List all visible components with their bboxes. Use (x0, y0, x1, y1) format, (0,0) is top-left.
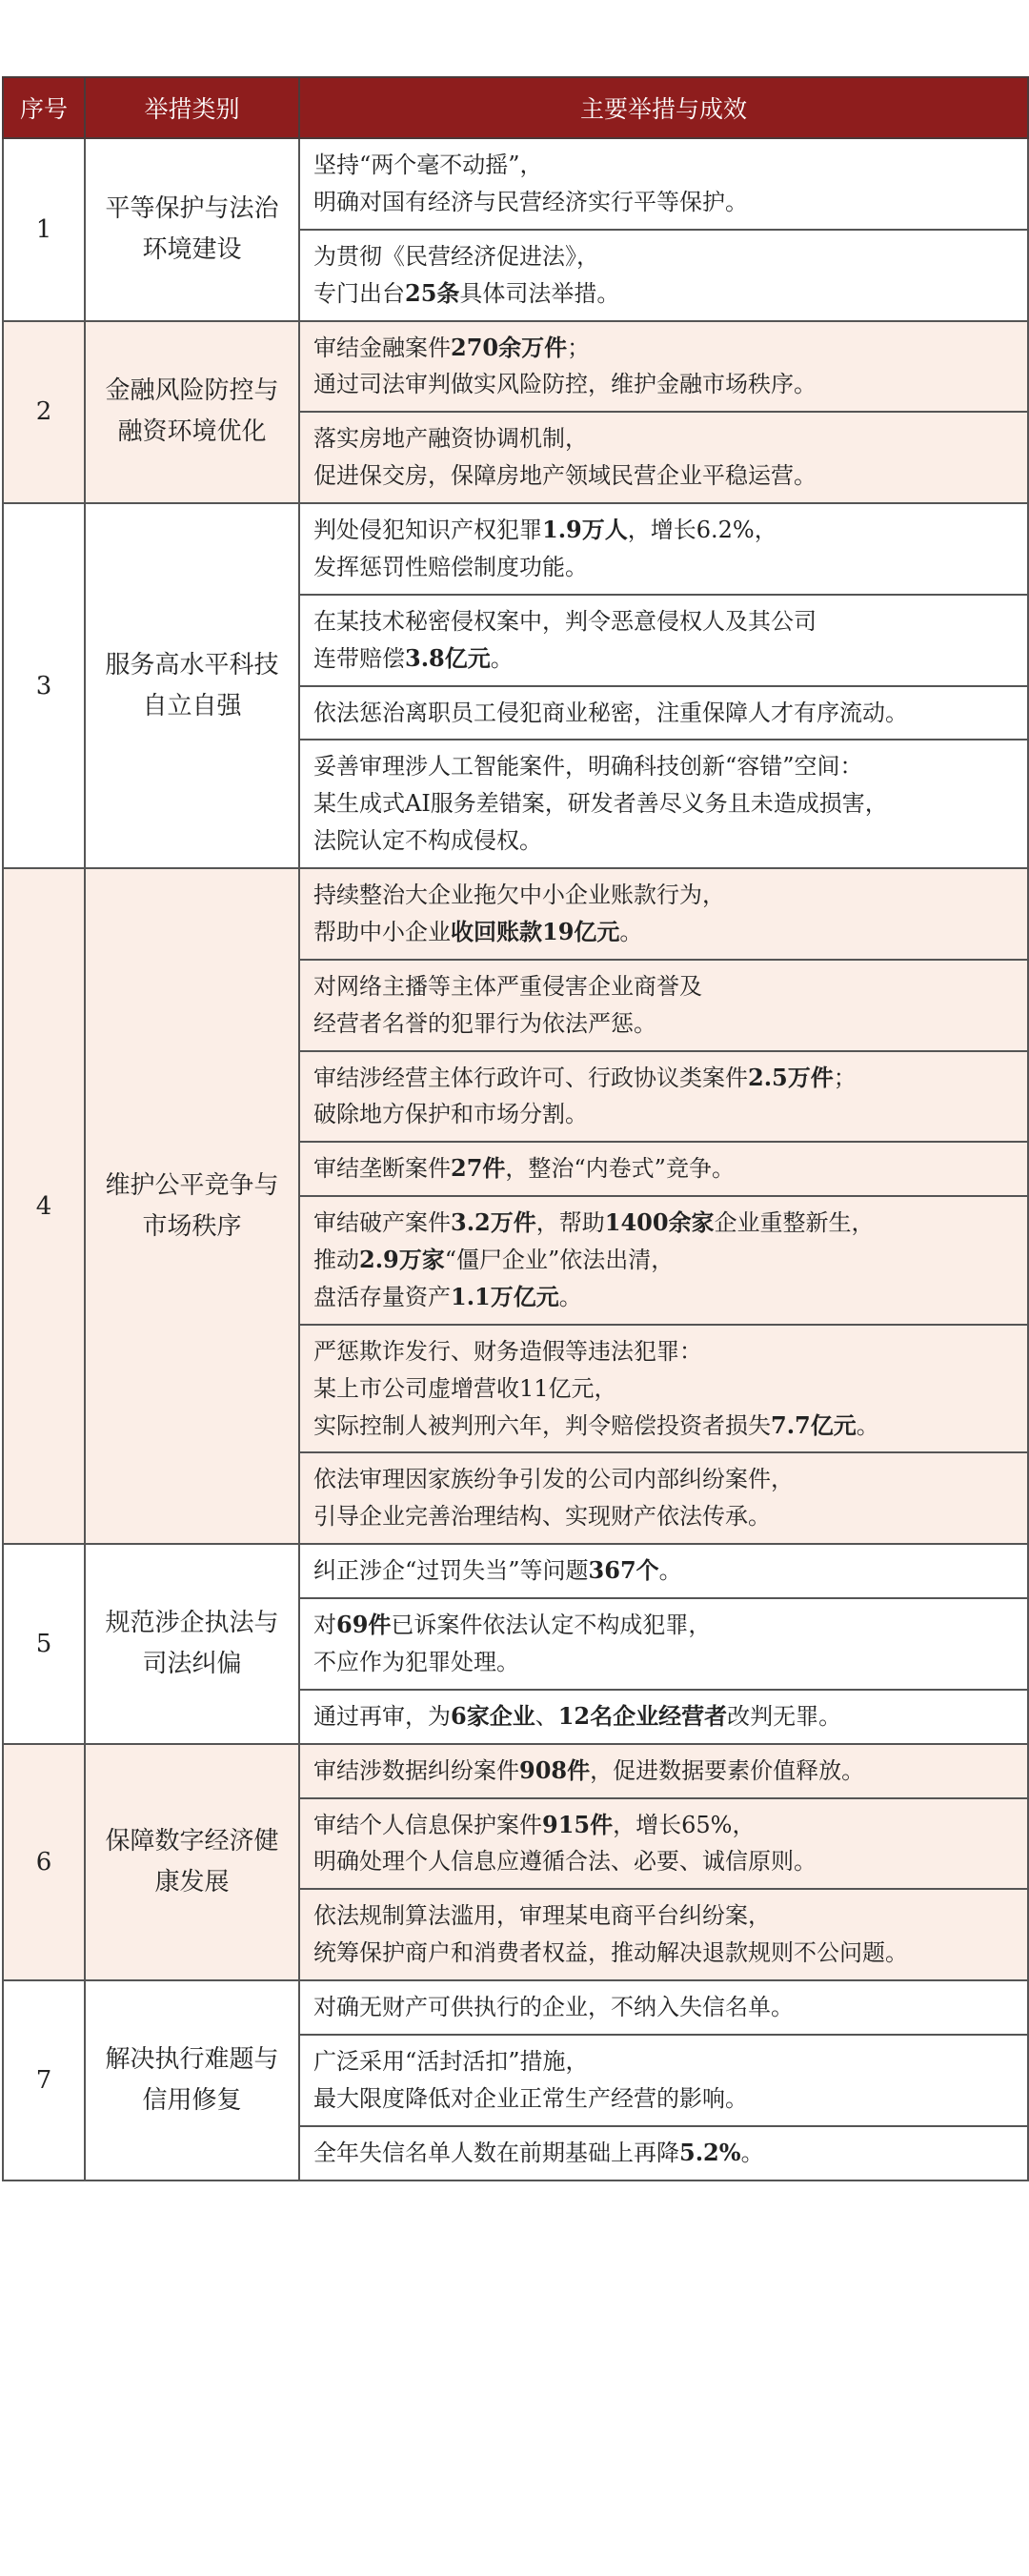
measure-text: 依法惩治离职员工侵犯商业秘密，注重保障人才有序流动。 (313, 699, 908, 726)
measure-text: 审结金融案件 (313, 334, 451, 361)
measure-item (299, 960, 1028, 1051)
row-number: 1 (3, 138, 85, 321)
measure-text: 引导企业完善治理结构、实现财产依法传承。 (313, 1503, 771, 1531)
measure-line (313, 1897, 1016, 1935)
category-line: 解决执行难题与 (105, 2044, 279, 2074)
measure-category (85, 138, 299, 321)
highlight-figure: 1.1万亿元 (451, 1282, 559, 1310)
measures-table (2, 76, 1029, 2181)
row-number: 6 (3, 1744, 85, 1980)
measure-line (313, 420, 1016, 457)
measure-text: 通过再审，为 (313, 1702, 451, 1730)
measure-item (299, 1744, 1028, 1798)
table-row (3, 1980, 1028, 2035)
measure-line (313, 275, 1016, 313)
measure-text: 企业重整新生， (714, 1209, 875, 1237)
highlight-figure: 915件 (542, 1810, 614, 1838)
measure-category (85, 503, 299, 868)
measure-text: 对网络主播等主体严重侵害企业商誉及 (313, 972, 702, 1000)
measure-text: 已诉案件依法认定不构成犯罪， (391, 1612, 712, 1638)
highlight-figure: 908件 (519, 1755, 591, 1784)
category-line: 平等保护与法治 (105, 193, 279, 223)
measure-line (313, 822, 1016, 860)
measure-item (299, 686, 1028, 740)
measure-text: ，促进数据要素价值释放。 (590, 1756, 865, 1784)
measure-text: 对确无财产可供执行的企业，不纳入失信名单。 (313, 1994, 794, 2020)
measure-text: 审结涉经营主体行政许可、行政协议类案件 (313, 1064, 748, 1091)
measure-text: 最大限度降低对企业正常生产经营的影响。 (313, 2084, 748, 2112)
measure-item (299, 740, 1028, 868)
category-line: 司法纠偏 (142, 1649, 242, 1678)
category-line: 保障数字经济健 (105, 1826, 279, 1856)
measure-text: 破除地方保护和市场分割。 (313, 1101, 588, 1128)
highlight-figure: 6家企业 (451, 1701, 535, 1730)
measure-line (313, 2135, 1016, 2172)
measure-line (313, 2080, 1016, 2118)
measure-text: 某生成式AI服务差错案，研发者善尽义务且未造成损害， (313, 790, 888, 818)
table-body (3, 138, 1028, 2180)
measure-item (299, 2126, 1028, 2180)
measure-line (313, 785, 1016, 822)
measure-line (313, 1333, 1016, 1370)
measure-text: ； (833, 1064, 857, 1091)
measure-item (299, 412, 1028, 503)
measure-text: 明确对国有经济与民营经济实行平等保护。 (313, 188, 748, 215)
measure-item (299, 1142, 1028, 1196)
category-line: 服务高水平科技 (105, 650, 279, 679)
measure-item (299, 230, 1028, 321)
measure-line (313, 2043, 1016, 2080)
measure-line (313, 457, 1016, 495)
measure-text: 发挥惩罚性赔偿制度功能。 (313, 553, 588, 580)
highlight-figure: 3.8亿元 (405, 643, 491, 672)
measure-text: 。 (619, 918, 643, 945)
measure-text: 广泛采用“活封活扣”措施， (313, 2047, 589, 2075)
measure-line (313, 184, 1016, 221)
measure-text: ； (567, 334, 591, 361)
measure-text: 依法审理因家族纷争引发的公司内部纠纷案件， (313, 1466, 794, 1493)
table-row (3, 1544, 1028, 1598)
measure-category (85, 321, 299, 504)
header-measures: 主要举措与成效 (299, 77, 1028, 138)
table-row (3, 868, 1028, 960)
measure-text: 某上市公司虚增营收11亿元， (313, 1374, 617, 1402)
highlight-figure: 367个 (588, 1556, 659, 1585)
measure-line (313, 1698, 1016, 1735)
measures-table-container (2, 76, 1027, 2181)
row-number: 4 (3, 868, 85, 1544)
category-line: 自立自强 (142, 691, 242, 720)
category-line: 环境建设 (142, 234, 242, 264)
measure-category (85, 1544, 299, 1744)
measure-line (313, 238, 1016, 275)
measure-text: 持续整治大企业拖欠中小企业账款行为， (313, 882, 725, 908)
measure-text: 经营者名誉的犯罪行为依法严惩。 (313, 1009, 656, 1037)
measure-line (313, 1205, 1016, 1242)
measure-line (313, 1989, 1016, 2026)
measure-item (299, 138, 1028, 230)
measure-text: 严惩欺诈发行、财务造假等违法犯罪： (313, 1337, 702, 1365)
highlight-figure: 3.2万件 (451, 1208, 536, 1237)
measure-item (299, 1798, 1028, 1890)
measure-item (299, 321, 1028, 413)
measure-item (299, 1544, 1028, 1598)
measure-text: 。 (856, 1411, 879, 1439)
measure-item (299, 868, 1028, 960)
measure-text: 明确处理个人信息应遵循合法、必要、诚信原则。 (313, 1848, 817, 1876)
measure-line (313, 1150, 1016, 1187)
measure-line (313, 968, 1016, 1005)
category-line: 融资环境优化 (117, 417, 267, 447)
highlight-figure: 2.5万件 (748, 1063, 834, 1091)
measure-text: 盘活存量资产 (313, 1283, 451, 1310)
measure-line (313, 1644, 1016, 1681)
highlight-figure: 1400余家 (604, 1208, 715, 1237)
measure-text: 帮助中小企业 (313, 918, 451, 945)
category-line: 维护公平竞争与 (105, 1170, 279, 1200)
highlight-figure: 2.9万家 (359, 1246, 445, 1273)
table-row (3, 321, 1028, 413)
measure-line (313, 1807, 1016, 1844)
highlight-figure: 69件 (336, 1611, 392, 1638)
measure-line (313, 1060, 1016, 1097)
measure-text: 通过司法审判做实风险防控，维护金融市场秩序。 (313, 371, 817, 398)
measure-line (313, 366, 1016, 403)
header-category: 举措类别 (85, 77, 299, 138)
measure-item (299, 595, 1028, 686)
measure-text: “僵尸企业”依法出清， (444, 1247, 675, 1273)
table-row (3, 503, 1028, 595)
measure-category (85, 1744, 299, 1980)
measure-text: 。 (490, 644, 514, 672)
measure-item (299, 503, 1028, 595)
measure-line (313, 1607, 1016, 1644)
measure-text: 统筹保护商户和消费者权益，推动解决退款规则不公问题。 (313, 1939, 908, 1967)
highlight-figure: 25条 (405, 278, 460, 307)
measure-line (313, 640, 1016, 678)
highlight-figure: 12名企业经营者 (557, 1701, 728, 1730)
header-no: 序号 (3, 77, 85, 138)
highlight-figure: 7.7亿元 (771, 1410, 857, 1439)
measure-text: 为贯彻《民营经济促进法》， (313, 242, 599, 270)
measure-line (313, 549, 1016, 586)
measure-item (299, 1051, 1028, 1143)
measure-item (299, 1196, 1028, 1325)
measure-text: 审结个人信息保护案件 (313, 1811, 542, 1838)
measure-line (313, 1461, 1016, 1498)
measure-text: 全年失信名单人数在前期基础上再降 (313, 2139, 679, 2166)
measure-category (85, 868, 299, 1544)
measure-line (313, 877, 1016, 914)
measure-text: 坚持“两个毫不动摇”， (313, 152, 543, 178)
measure-item (299, 2035, 1028, 2126)
measure-item (299, 1889, 1028, 1980)
measure-text: 依法规制算法滥用，审理某电商平台纠纷案， (313, 1902, 771, 1930)
measure-line (313, 1408, 1016, 1445)
measure-line (313, 1005, 1016, 1043)
measure-text: 不应作为犯罪处理。 (313, 1648, 519, 1675)
measure-line (313, 1753, 1016, 1790)
measure-text: 实际控制人被判刑六年，判令赔偿投资者损失 (313, 1411, 771, 1439)
measure-text: 纠正涉企“过罚失当”等问题 (313, 1557, 589, 1585)
measure-text: 落实房地产融资协调机制， (313, 425, 588, 453)
measure-text: 改判无罪。 (727, 1702, 842, 1730)
measure-text: 审结垄断案件 (313, 1155, 451, 1183)
measure-text: 法院认定不构成侵权。 (313, 827, 542, 855)
measure-text: 对 (313, 1612, 336, 1638)
measure-text: 、 (535, 1702, 558, 1730)
highlight-figure: 收回账款19亿元 (451, 917, 620, 945)
measure-text: 推动 (313, 1247, 359, 1273)
table-row (3, 138, 1028, 230)
table-row (3, 1744, 1028, 1798)
measure-line (313, 603, 1016, 640)
measure-line (313, 1370, 1016, 1408)
measure-line (313, 695, 1016, 732)
measure-text: 。 (658, 1557, 682, 1585)
measure-text: 审结涉数据纠纷案件 (313, 1756, 519, 1784)
measure-text: 连带赔偿 (313, 644, 405, 672)
measure-text: ，帮助 (535, 1209, 605, 1237)
category-line: 康发展 (154, 1867, 230, 1897)
measure-line (313, 1552, 1016, 1590)
measure-line (313, 1498, 1016, 1535)
measure-text: 。 (740, 2139, 764, 2166)
measure-text: 在某技术秘密侵权案中，判令恶意侵权人及其公司 (313, 607, 817, 635)
category-line: 信用修复 (142, 2085, 242, 2115)
measure-text: 促进保交房，保障房地产领域民营企业平稳运营。 (313, 462, 817, 490)
category-line: 金融风险防控与 (105, 376, 279, 406)
highlight-figure: 27件 (451, 1154, 506, 1183)
row-number: 2 (3, 321, 85, 504)
measure-text: ，整治“内卷式”竞争。 (505, 1155, 735, 1183)
measure-line (313, 1935, 1016, 1972)
measure-line (313, 147, 1016, 184)
measure-line (313, 330, 1016, 367)
row-number: 3 (3, 503, 85, 868)
measure-text: 判处侵犯知识产权犯罪 (313, 517, 542, 543)
row-number: 7 (3, 1980, 85, 2180)
measure-item (299, 1690, 1028, 1744)
measure-item (299, 1452, 1028, 1544)
measure-text: 审结破产案件 (313, 1209, 451, 1237)
table-header-row (3, 77, 1028, 138)
highlight-figure: 5.2% (679, 2138, 741, 2166)
highlight-figure: 270余万件 (451, 333, 568, 361)
measure-line (313, 1279, 1016, 1316)
measure-line (313, 512, 1016, 549)
measure-text: 专门出台 (313, 279, 405, 307)
category-line: 规范涉企执法与 (105, 1608, 279, 1637)
measure-item (299, 1325, 1028, 1453)
measure-text: ，增长65%， (613, 1811, 756, 1838)
measure-item (299, 1598, 1028, 1690)
measure-line (313, 748, 1016, 785)
measure-line (313, 914, 1016, 951)
category-line: 市场秩序 (142, 1211, 242, 1241)
measure-text: ，增长6.2%， (627, 517, 777, 543)
measure-line (313, 1096, 1016, 1133)
measure-text: 妥善审理涉人工智能案件，明确科技创新“容错”空间： (313, 753, 863, 781)
measure-line (313, 1843, 1016, 1880)
measure-text: 具体司法举措。 (459, 279, 620, 307)
measure-text: 。 (558, 1283, 582, 1310)
measure-category (85, 1980, 299, 2180)
measure-item (299, 1980, 1028, 2035)
highlight-figure: 1.9万人 (542, 516, 628, 543)
row-number: 5 (3, 1544, 85, 1744)
measure-line (313, 1242, 1016, 1279)
